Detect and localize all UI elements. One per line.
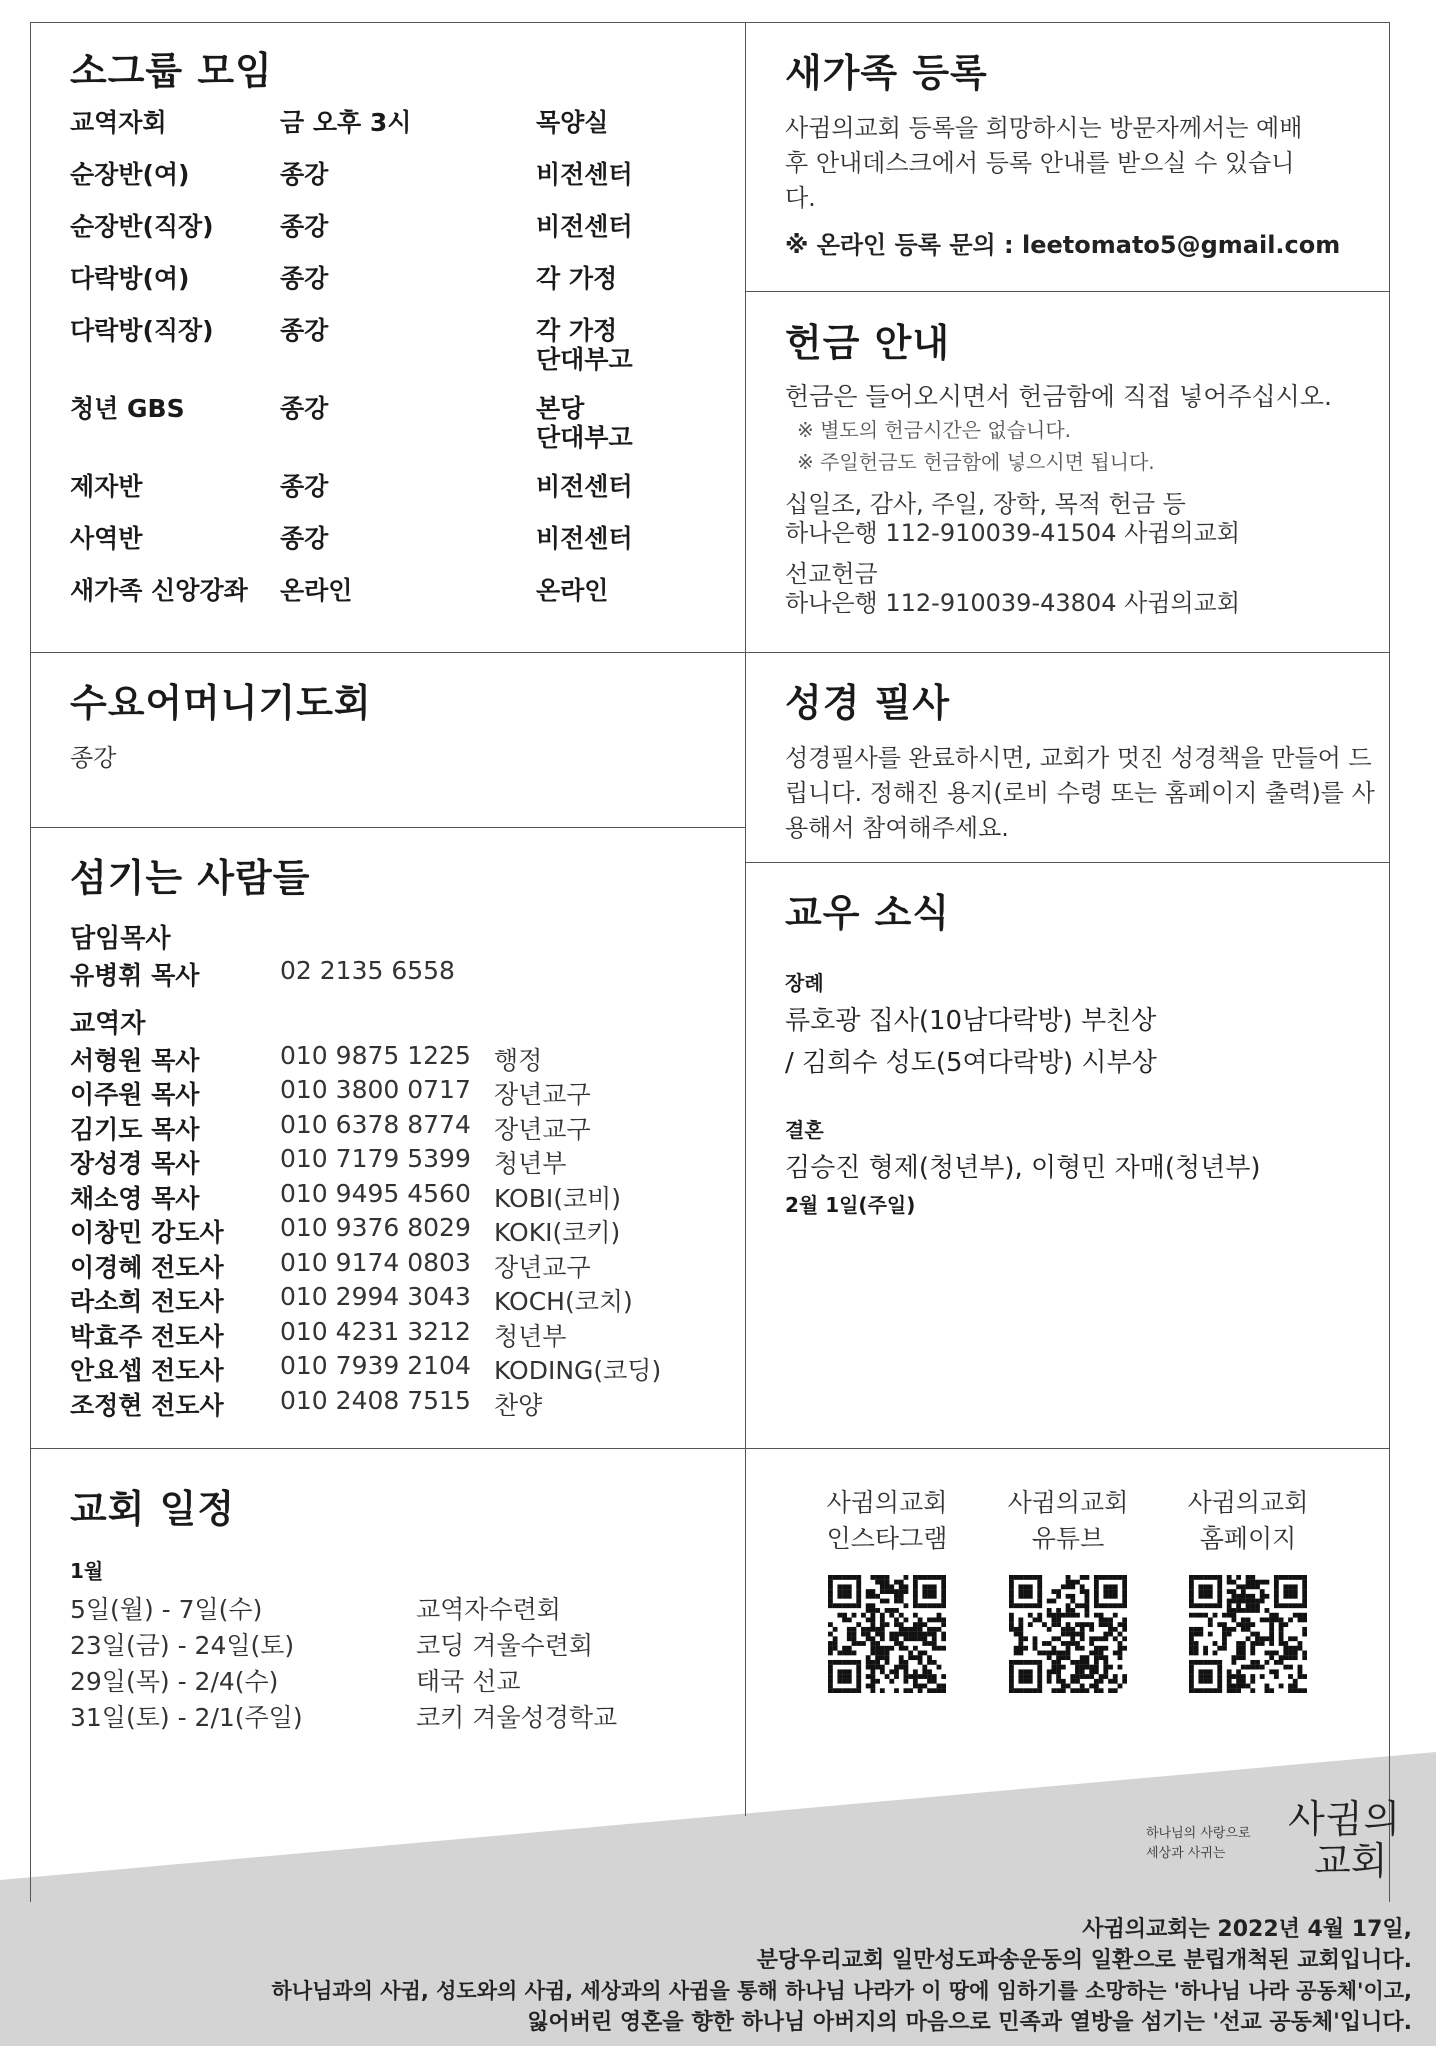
qr-code-icon[interactable] (828, 1575, 946, 1693)
staff-dept: KOCH(코치) (494, 1287, 633, 1316)
row-divider (30, 827, 745, 828)
staff-name: 이주원 목사 (70, 1080, 200, 1109)
logo-top: 사귐의 (1288, 1797, 1402, 1841)
row-divider (30, 1448, 1390, 1449)
small-group-place: 비전센터 (536, 524, 633, 553)
footer-line: 분당우리교회 일만성도파송운동의 일환으로 분립개척된 교회입니다. (756, 1948, 1412, 1973)
small-group-name: 순장반(직장) (70, 212, 214, 241)
staff-phone: 010 7179 5399 (280, 1144, 471, 1173)
staff-row (70, 1351, 730, 1386)
staff-name: 서형원 목사 (70, 1045, 200, 1075)
new-family-section (785, 42, 1385, 263)
qr-label: 유튜브 (1031, 1524, 1105, 1553)
staff-phone: 010 7939 2104 (280, 1351, 471, 1380)
small-group-place: 비전센터 (536, 160, 633, 189)
schedule-event: 코키 겨울성경학교 (416, 1703, 618, 1732)
member-news-title: 교우 소식 (785, 891, 951, 935)
wedding-date: 2월 1일(주일) (785, 1193, 916, 1217)
staff-phone: 010 2408 7515 (280, 1385, 471, 1415)
small-group-place: 비전센터 (536, 472, 633, 501)
schedule-list (70, 1590, 730, 1734)
small-group-time: 금 오후 3시 (280, 108, 412, 137)
offering-main: 헌금은 들어오시면서 헌금함에 직접 넣어주십시오. (785, 382, 1332, 411)
small-group-title: 소그룹 모임 (70, 49, 273, 93)
qr-label: 홈페이지 (1199, 1524, 1297, 1553)
qr-code-icon[interactable] (1189, 1575, 1307, 1693)
staff-name: 채소영 목사 (70, 1183, 200, 1213)
schedule-date: 5일(월) - 7일(수) (70, 1595, 263, 1624)
staff-row (70, 1179, 730, 1214)
staff-dept: 장년교구 (494, 1114, 591, 1144)
new-family-contact: ※ 온라인 등록 문의 : leetomato5@gmail.com (785, 231, 1341, 259)
new-family-title: 새가족 등록 (785, 51, 988, 95)
schedule-event: 교역자수련회 (416, 1595, 561, 1624)
staff-list (70, 1041, 730, 1421)
qr-label: 사귐의교회 (1007, 1488, 1129, 1517)
qr-label: 사귐의교회 (1187, 1488, 1309, 1517)
small-group-place: 각 가정 단대부고 (536, 316, 633, 374)
small-group-name: 다락방(직장) (70, 316, 214, 345)
staff-label: 교역자 (70, 1008, 146, 1039)
small-group-time: 종강 (280, 264, 329, 293)
offering-note: ※ 별도의 헌금시간은 없습니다. (797, 418, 1072, 442)
offering-title: 헌금 안내 (785, 321, 951, 365)
staff-row (70, 1041, 730, 1076)
funeral-line: / 김희수 성도(5여다락방) 시부상 (785, 1048, 1157, 1078)
offering-account2: 하나은행 112-910039-43804 사귐의교회 (785, 589, 1241, 617)
staff-dept: 장년교구 (494, 1252, 591, 1282)
small-group-name: 청년 GBS (70, 394, 185, 423)
member-news-section (785, 882, 1385, 1218)
staff-name: 박효주 전도사 (70, 1321, 224, 1351)
staff-phone: 02 2135 6558 (280, 956, 455, 985)
brand-slogan (1146, 1824, 1251, 1864)
staff-name: 장성경 목사 (70, 1149, 200, 1178)
slogan-line: 하나님의 사랑으로 (1146, 1826, 1251, 1841)
staff-name: 유병휘 목사 (70, 961, 200, 990)
offering-section (785, 312, 1385, 618)
staff-name: 이창민 강도사 (70, 1218, 224, 1247)
staff-row (70, 1075, 730, 1110)
small-group-name: 순장반(여) (70, 160, 190, 189)
small-group-section (70, 40, 730, 640)
small-group-time: 종강 (280, 394, 329, 423)
wedding-line: 김승진 형제(청년부), 이형민 자매(청년부) (785, 1153, 1261, 1183)
offering-note: ※ 주일헌금도 헌금함에 넣으시면 됩니다. (797, 450, 1155, 474)
small-group-time: 종강 (280, 472, 329, 501)
staff-phone: 010 2994 3043 (280, 1282, 471, 1311)
staff-row (70, 1213, 730, 1248)
mothers-prayer-title: 수요어머니기도회 (70, 681, 372, 725)
schedule-date: 31일(토) - 2/1(주일) (70, 1703, 303, 1732)
staff-row (70, 1248, 730, 1283)
small-group-name: 사역반 (70, 524, 143, 553)
slogan-line: 세상과 사귀는 (1146, 1846, 1226, 1861)
mothers-prayer-text: 종강 (70, 744, 117, 772)
wedding-label: 결혼 (785, 1118, 824, 1142)
staff-dept: 장년교구 (494, 1080, 591, 1109)
staff-dept: KOBI(코비) (494, 1183, 622, 1213)
staff-phone: 010 9376 8029 (280, 1213, 471, 1242)
staff-dept: KOKI(코키) (494, 1218, 621, 1247)
funeral-line: 류호광 집사(10남다락방) 부친상 (785, 1006, 1157, 1036)
schedule-row (70, 1698, 730, 1734)
small-group-time: 온라인 (280, 576, 353, 605)
staff-dept: 청년부 (494, 1321, 567, 1351)
small-group-time: 종강 (280, 160, 329, 189)
footer-text (272, 1914, 1412, 2038)
schedule-section (70, 1478, 730, 1734)
staff-dept: KODING(코딩) (494, 1356, 662, 1385)
footer-line: 잃어버린 영혼을 향한 하나님 아버지의 마음으로 민족과 열방을 섬기는 '선교 공동체'입니다. (527, 2010, 1412, 2035)
schedule-event: 코딩 겨울수련회 (416, 1631, 593, 1660)
staff-row (70, 956, 730, 991)
small-group-place: 본당 단대부고 (536, 394, 633, 452)
qr-label: 인스타그램 (826, 1524, 948, 1553)
staff-row (70, 1317, 730, 1352)
schedule-month: 1월 (70, 1559, 104, 1583)
staff-name: 라소희 전도사 (70, 1287, 224, 1316)
staff-phone: 010 9495 4560 (280, 1178, 471, 1208)
small-group-time: 종강 (280, 316, 329, 345)
row-divider (30, 652, 1390, 653)
schedule-row (70, 1626, 730, 1662)
qr-code-icon[interactable] (1009, 1575, 1127, 1693)
small-group-name: 교역자회 (70, 108, 167, 137)
qr-label: 사귐의교회 (826, 1488, 948, 1517)
staff-dept: 행정 (494, 1045, 543, 1075)
staff-dept: 청년부 (494, 1149, 567, 1178)
small-group-place: 목양실 (536, 108, 609, 137)
staff-phone: 010 9174 0803 (280, 1247, 471, 1277)
small-group-time: 종강 (280, 212, 329, 241)
mothers-prayer-section (70, 672, 730, 776)
staff-name: 이경혜 전도사 (70, 1252, 224, 1282)
staff-name: 조정현 전도사 (70, 1390, 224, 1420)
senior-pastor-label: 담임목사 (70, 924, 171, 954)
small-group-place: 비전센터 (536, 212, 633, 241)
funeral-label: 장례 (785, 971, 824, 995)
logo-bottom: 교회 (1314, 1839, 1388, 1883)
small-group-name: 새가족 신앙강좌 (70, 576, 248, 605)
bible-copy-text: 성경필사를 완료하시면, 교회가 멋진 성경책을 만들어 드립니다. 정해진 용지(로비 수령 또는 홈페이지 출력)를 사용해서 참여해주세요. (785, 744, 1375, 842)
servants-section (70, 847, 730, 1420)
offering-account1: 하나은행 112-910039-41504 사귐의교회 (785, 519, 1241, 547)
church-logo (1288, 1798, 1408, 1888)
servants-title: 섬기는 사람들 (70, 856, 311, 900)
qr-item[interactable] (983, 1485, 1153, 1693)
staff-row (70, 1110, 730, 1145)
small-group-name: 제자반 (70, 472, 143, 501)
schedule-date: 29일(목) - 2/4(수) (70, 1667, 279, 1696)
qr-item[interactable] (1163, 1485, 1333, 1693)
row-divider (745, 862, 1390, 863)
staff-phone: 010 3800 0717 (280, 1075, 471, 1104)
qr-item[interactable] (802, 1485, 972, 1693)
staff-phone: 010 6378 8774 (280, 1109, 471, 1139)
schedule-row (70, 1590, 730, 1626)
small-group-place: 각 가정 (536, 264, 618, 293)
schedule-title: 교회 일정 (70, 1487, 236, 1531)
footer-line: 사귐의교회는 2022년 4월 17일, (1082, 1917, 1412, 1942)
staff-phone: 010 9875 1225 (280, 1040, 471, 1070)
staff-dept: 찬양 (494, 1390, 543, 1420)
staff-row (70, 1386, 730, 1421)
row-divider (745, 291, 1390, 292)
staff-name: 김기도 목사 (70, 1114, 200, 1144)
new-family-text: 사귐의교회 등록을 희망하시는 방문자께서는 예배 후 안내데스크에서 등록 안내를 받으실 수 있습니다. (785, 114, 1303, 212)
schedule-event: 태국 선교 (416, 1667, 521, 1696)
schedule-row (70, 1662, 730, 1698)
bible-copy-title: 성경 필사 (785, 681, 951, 725)
staff-row (70, 1144, 730, 1179)
small-group-time: 종강 (280, 524, 329, 553)
staff-row (70, 1282, 730, 1317)
offering-account2-label: 선교헌금 (785, 560, 878, 588)
staff-name: 안요셉 전도사 (70, 1356, 224, 1385)
schedule-date: 23일(금) - 24일(토) (70, 1631, 295, 1660)
offering-account1-label: 십일조, 감사, 주일, 장학, 목적 헌금 등 (785, 490, 1186, 518)
small-group-place: 온라인 (536, 576, 609, 605)
small-group-name: 다락방(여) (70, 264, 190, 293)
staff-phone: 010 4231 3212 (280, 1316, 471, 1346)
footer-line: 하나님과의 사귐, 성도와의 사귐, 세상과의 사귐을 통해 하나님 나라가 이 땅에 임하기를 소망하는 '하나님 나라 공동체'이고, (271, 1979, 1412, 2003)
bible-copy-section (785, 672, 1385, 846)
